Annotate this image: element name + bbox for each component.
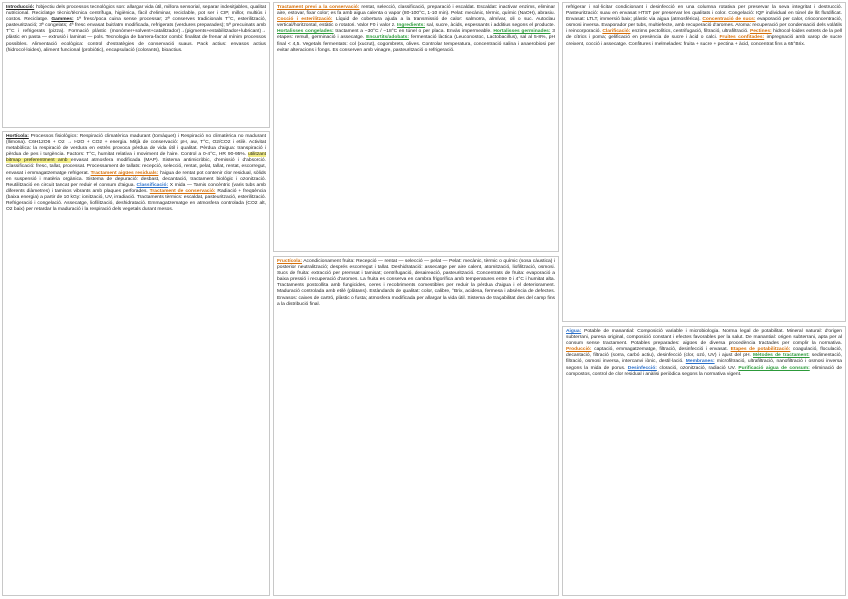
- purification-title: Purificació aigua de consum:: [738, 365, 810, 371]
- horticola-section: [2, 131, 270, 596]
- production-text: captació, emmagatzematge, filtració, desinfecció i envasat.: [591, 347, 731, 353]
- juice-concentration-text: evaporació per calor, crioconcentració, osmosi inversa. Evaporador per tubs, multiefecte, amb recuperació d'aromes. Aroma: recuperació per condensació dels volàtils i reincorporació.: [566, 17, 843, 35]
- membranes-title: Membranes:: [685, 359, 715, 365]
- pretreatment-text: rentat, selecció, classificació, preparació i escaldat. Escaldat: inactivar enzims, eliminar aire, estovar, fixar color; es fa amb aigua calenta o vapor (80-100°C, 1-10 min). Pelat: mecànic, tèrmic, químic (NaOH), abrasiu.: [277, 5, 555, 17]
- purification-text: eliminació de compostos, control de clor residual i anàlisi periòdica segons la normativa vigent.: [566, 365, 842, 377]
- intro-title: Introducció:: [6, 5, 35, 10]
- ingredients-title: Ingredients:: [397, 23, 426, 29]
- intro-section: [2, 2, 270, 128]
- horticola-text: Processos fisiològics: Respiració climatèrica madurant (tomàquet) i Respiració no climatèrica no madurant (llimona). C6H12O6 + O2 → H2O + CO2 + energia. Mitjà de conservació: pH, aw, T°C, O2/CO2 i etilè. Activitat metabòlica: la respiració de verdura en estrès provoca pèrdua de vida útil i qualitat. Pèrdua d'aigua: transpiració i pèrdua de pes i turgència. Factors: T°C, humitat relativa i moviment de l'aire. Control a 0-4°C, HR 90-95%.: [6, 134, 266, 158]
- water-title: Aigua:: [566, 329, 582, 334]
- production-title: Producció:: [566, 347, 592, 353]
- sprouted-veg-title: Hortalisses germinades:: [493, 29, 551, 35]
- fruits-title: Fructícola:: [277, 259, 303, 264]
- ingredients-text: sal, sucre, àcids, espessants i additius segons el producte.: [425, 23, 555, 29]
- pretreatment-title: Tractament previ a la conservació:: [277, 5, 360, 10]
- horticola-title: Hortícola:: [6, 134, 29, 139]
- sprouted-veg-text: 3 etapes: remull, germinació i assecatge.: [277, 29, 555, 41]
- residual-water-text: l'aigua de rentat pot contenir clor residual, sòlids en suspensió i matèria orgànica. Sistema de depuració: desbast, decantació, tractament biològic i ozonització. Reutilització en circuit tancat per reduir el consum d'aigua.: [6, 170, 266, 188]
- disinfection-text: cloració, ozonització, radiació UV.: [656, 365, 739, 371]
- preservation-text: Radiació + freqüència (baixa energia) a partir de 10 kGy: ionització, UV, irradiació. Tractaments tèrmics: escaldat, pasteurització, esterilització. Refrigeració i congelació. Assecatge, liofilització, deshidratació. Emmagatzematge en atmosfera controlada (CO2 alt, O2 baix) per retardar la maduració i la respiració dels vegetals durant mesos.: [6, 188, 266, 213]
- water-section: [562, 326, 846, 596]
- sterilization-text: Líquid de cobertura ajuda a la transmissió de calor: salmorra, almívar, oli o suc. Autoclau vertical/horitzontal, estàtic o rotatori. Valor F0 i valor z.: [277, 17, 555, 29]
- frozen-veg-text: tractament a −30°C / −18°C en túnel o per placa. Envàs impermeable.: [333, 29, 494, 35]
- right-top-section: [562, 2, 846, 322]
- membranes-text: microfiltració, ultrafiltració, nanofiltració i osmosi inversa segons la mida de porus.: [566, 359, 842, 371]
- juice-concentration-title: Concentració de sucs:: [702, 17, 756, 23]
- gammes-title: Gammes:: [51, 17, 74, 23]
- pickles-title: Encurtits/adobats:: [366, 35, 410, 41]
- candied-fruit-title: Fruites confitades:: [719, 35, 765, 41]
- sterilization-title: Cocció i esterilització:: [277, 17, 333, 23]
- residual-water-title: Tractament aigües residuals:: [90, 170, 159, 176]
- fruits-section: [273, 256, 559, 596]
- clarification-text: enzims pectolítics, centrifugació, filtració, ultrafiltració.: [630, 29, 750, 35]
- potabilization-title: Etapes de potabilització:: [730, 347, 791, 353]
- treatment-methods-text: sedimentació, filtració, osmosi inversa, intercanvi iònic, destil·lació.: [566, 353, 842, 365]
- conserves-section: [273, 2, 559, 252]
- horticola-highlight: utilitzant bitmap preferentment amb: [6, 152, 266, 164]
- candied-fruit-text: impregnació amb xarop de sucre creixent, cocció i assecatge. Confitures i melmelades: fruita + sucre + pectina + àcid, concentrat fins a 65°Brix.: [566, 35, 842, 47]
- disinfection-title: Desinfecció:: [627, 365, 657, 371]
- pectines-title: Pectines:: [749, 29, 772, 35]
- clarification-title: Clarificació:: [602, 29, 631, 35]
- preservation-title: Tractament de conservació:: [149, 188, 216, 194]
- potabilization-text: coagulació, floculació, decantació, filtració (sorra, carbó actiu), desinfecció (clor, ozó, UV) i ajust del pH.: [566, 347, 842, 359]
- classification-title: Classificació:: [136, 182, 169, 188]
- frozen-veg-title: Hortalisses congelades:: [277, 29, 334, 35]
- fruits-text: Acondicionament fruita: Recepció — rentat — selecció — pelat — Pelat: mecànic, tèrmic o químic (sosa càustica) i posterior neutralització; després escorregut i tallat. Deshidratació: assecatge per aire calent, atomització, liofilització, osmosi. Sucs de fruita: extracció per premsat i tamisat; centrifugació, desaireació, pasteurització. Concentrats de fruita: evaporació a baixa pressió i recuperació d'aromes. La fruita es conserva en cambra frigorífica amb temperatures entre 0 i 4°C i humitat alta. Tractaments postcollita amb fungicides, ceres i recobriments comestibles per reduir la pèrdua d'aigua i el deteriorament. Maduració controlada amb etilè (plàtans). Estàndards de qualitat: color, calibre, °Brix, acidesa, fermesa i absència de defectes. Envasos: caixes de cartró, plàstic o fusta; atmosfera modificada per allargar la vida útil. Sistema de traçabilitat des del camp fins a la distribució final.: [277, 259, 555, 307]
- classification-text: X mida — Tamis concèntric (varis tubs amb diferents diàmetres) i tamisos vibrants amb plaques perforades.: [6, 182, 266, 194]
- right-top-text: refrigerar i sol·licitar condicionant i desinfecció en una columna rotativa per preservar la seva integritat i destrucció. Pasteurització: suau en envasat HTST per preservar les qualitats i color. Congelació: IQF individual en túnel de llit fluïdificat. Envasat: LTLT, immersió baix; plàstic via aigua (atmosfèrica).: [566, 5, 842, 23]
- water-text: Potable de manantial: Composició variable i microbiologia. Norma legal de potabilitat. Mineral natural: d'origen subterrani, puresa original, composició constant i efectes favorables per la salut. De manantial: origen subterrani, apta per al consum sense tractament. Potables preparades: aigües de diversa procedència tractades per complir la normativa.: [566, 329, 842, 347]
- horticola-text-2: envasat atmosfera modificada (MAP). Sistema antimicròbic, d'emissió i d'absorció. Classificació: fresc, tallat, processat. Processament de tallats: recepció, selecció, rentat, pelat, tallat, rentat, escorregut, envasat i emmagatzematge refrigerat.: [6, 158, 266, 176]
- gammes-text: 1ª fresc/poca cuina sense processar; 2ª conserves tradicionals T°C, esterilització, pasteurització; 3ª congelats; 4ª fresc envasat buit/atm modificada, refrigerats (verdures preparades); 5ª precuinats amb T°C i refrigerats (pizza). Formació plàstic (monòmer+solvent+catalitzador)→(pigments+estabilitzador+lubricant)→ plàstic en pasta — extrusió i laminat — pols. Tecnologia de barrera-factor combi: finalitat de frenar al mínim processos possibles. Alimentació ecològica: control d'estratègies de conservació suaus. Pack actius: envasos actius (hidrocol·loides), aliment funcional (probiòtic), encapsulació (colorants), bioactius.: [6, 17, 267, 53]
- intro-text: l'objectiu dels processos tecnològics son: allargar vida útil, millora sensorial, separar indesitjables, qualitat nutricional. Reciclatge tècnic/tècnica centrífuga, higiènica, fàcil d'eliminar, reciclable, pot ser i CIP, millor, multiús i costos. Reciclatge.: [6, 5, 266, 23]
- pickles-text: fermentació làctica (Leuconostoc, Lactobacillus), sal al 5-8%, pH final < 4,5. Vegetals fermentats: col (xucrut), cogombrets, olives. Controlar temperatura, concentració salina i anaerobiosi per evitar alteracions i fongs. Es conserven amb vinagre, pasteurització o refrigeració.: [277, 35, 556, 53]
- pectines-text: hidrocol·loides extrets de la pell de cítrics i poma; gelificació en presència de sucre i àcid o calci.: [566, 29, 842, 41]
- treatment-methods-title: Mètodes de tractament:: [753, 353, 810, 359]
